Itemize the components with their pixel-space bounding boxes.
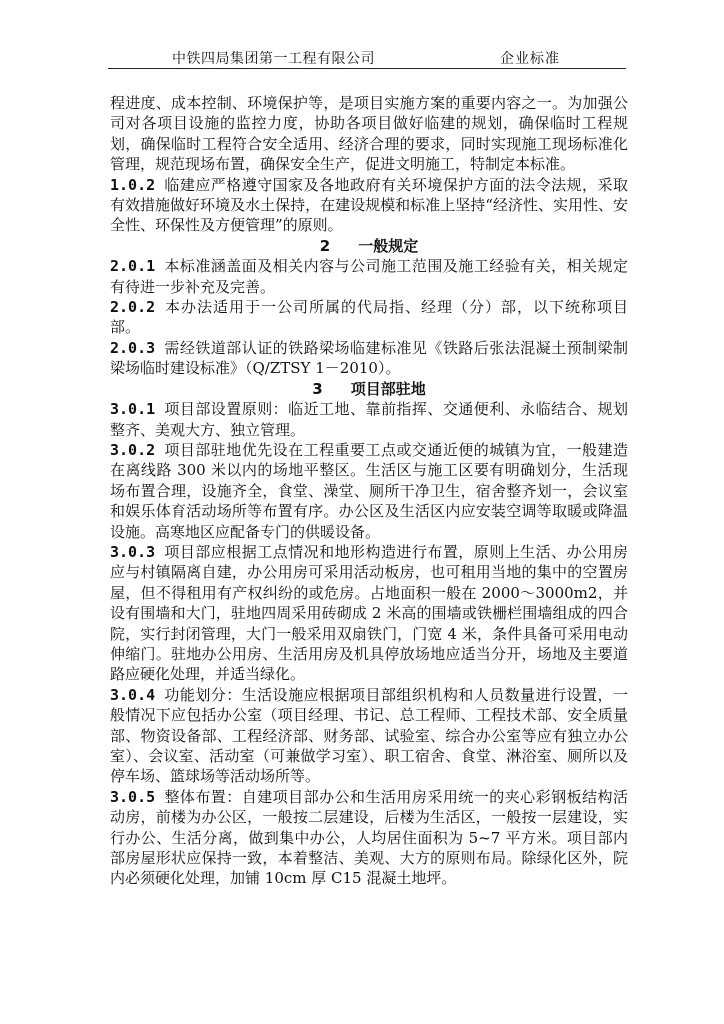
page-header (108, 44, 626, 69)
section-number: 2 (319, 236, 331, 255)
document-body (110, 93, 628, 889)
clause-2-0-1 (110, 256, 628, 297)
clause-3-0-5 (110, 787, 628, 889)
section-title: 项目部驻地 (350, 379, 426, 398)
section-number: 3 (312, 379, 323, 398)
clause-text: 需经铁道部认证的铁路梁场临建标准见《铁路后张法混凝土预制梁制梁场临时建设标准》（Q/ZTSY 1－2010）。 (110, 338, 628, 378)
clause-text: 临建应严格遵守国家及各地政府有关环境保护方面的法令法规，采取有效措施做好环境及水土保持，在建设规模和标准上坚持“经济性、实用性、安全性、环保性及方便管理”的原则。 (110, 175, 628, 235)
clause-text: 项目部设置原则：临近工地、靠前指挥、交通便利、永临结合、规划整齐、美观大方、独立管理。 (110, 400, 628, 439)
section-2-heading (110, 236, 628, 256)
clause-number: 3.0.1 (110, 400, 156, 419)
clause-3-0-4 (110, 685, 628, 787)
clause-number: 2.0.2 (110, 298, 156, 317)
clause-2-0-2 (110, 297, 628, 338)
clause-text: 项目部驻地优先设在工程重要工点或交通近便的城镇为宜，一般建造在离线路 300 米以内的场地平整区。生活区与施工区要有明确划分，生活现场布置合理，设施齐全，食堂、澡堂、厕所干净卫生，宿舍整齐划一，会议室和娱乐体育活动场所等布置有序。办公区及生活区内应安装空调等取暖或降温设施。高寒地区应配备专门的供暖设备。 (110, 440, 628, 541)
clause-number: 3.0.2 (110, 440, 156, 459)
clause-number: 2.0.1 (110, 257, 156, 276)
clause-3-0-1 (110, 399, 628, 440)
company-name: 中铁四局集团第一工程有限公司 (172, 51, 375, 67)
clause-text: 本标准涵盖面及相关内容与公司施工范围及施工经验有关，相关规定有待进一步补充及完善。 (110, 257, 628, 296)
clause-number: 3.0.5 (110, 787, 156, 806)
clause-text: 整体布置：自建项目部办公和生活用房采用统一的夹心彩钢板结构活动房，前楼为办公区，一般按二层建设，后楼为生活区，一般按一层建设，实行办公、生活分离，做到集中办公，人均居住面积为 5~7 平方米。项目部内部房屋形状应保持一致，本着整洁、美观、大方的原则布局。除绿化区外，院内必须硬化处理，加铺 10cm 厚 C15 混凝土地坪。 (110, 787, 628, 888)
clause-3-0-3 (110, 542, 628, 685)
clause-text: 项目部应根据工点情况和地形构造进行布置，原则上生活、办公用房应与村镇隔离自建，办公用房可采用活动板房，也可租用当地的集中的空置房屋，但不得租用有产权纠纷的或危房。占地面积一般在 2000～3000m2，并设有围墙和大门，驻地四周采用砖砌成 2 米高的围墙或铁栅栏围墙组成的四合院，实行封闭管理，大门一般采用双扇铁门，门宽 4 米，条件具备可采用电动伸缩门。驻地办公用房、生活用房及机具停放场地应适当分开，场地及主要道路应硬化处理，并适当绿化。 (110, 542, 628, 684)
clause-number: 1.0.2 (110, 175, 156, 194)
section-3-heading (110, 379, 628, 399)
clause-number: 3.0.4 (110, 685, 156, 704)
intro-paragraph: 程进度、成本控制、环境保护等，是项目实施方案的重要内容之一。为加强公司对各项目设施的监控力度，协助各项目做好临建的规划，确保临时工程规划，确保临时工程符合安全适用、经济合理的要求，同时实现施工现场标准化管理，规范现场布置，确保安全生产，促进文明施工，特制定本标准。 (110, 94, 628, 174)
clause-1-0-2 (110, 175, 628, 236)
clause-3-0-2 (110, 440, 628, 542)
standard-label: 企业标准 (500, 51, 560, 67)
clause-number: 3.0.3 (110, 542, 156, 561)
section-title: 一般规定 (358, 236, 419, 255)
clause-2-0-3 (110, 338, 628, 379)
clause-number: 2.0.3 (110, 338, 156, 357)
clause-text: 功能划分：生活设施应根据项目部组织机构和人员数量进行设置，一般情况下应包括办公室（项目经理、书记、总工程师、工程技术部、安全质量部、物资设备部、工程经济部、财务部、试验室、综合办公室等应有独立办公室）、会议室、活动室（可兼做学习室）、职工宿舍、食堂、淋浴室、厕所以及停车场、篮球场等活动场所等。 (110, 685, 628, 786)
clause-text: 本办法适用于一公司所属的代局指、经理（分）部，以下统称项目部。 (110, 298, 628, 337)
